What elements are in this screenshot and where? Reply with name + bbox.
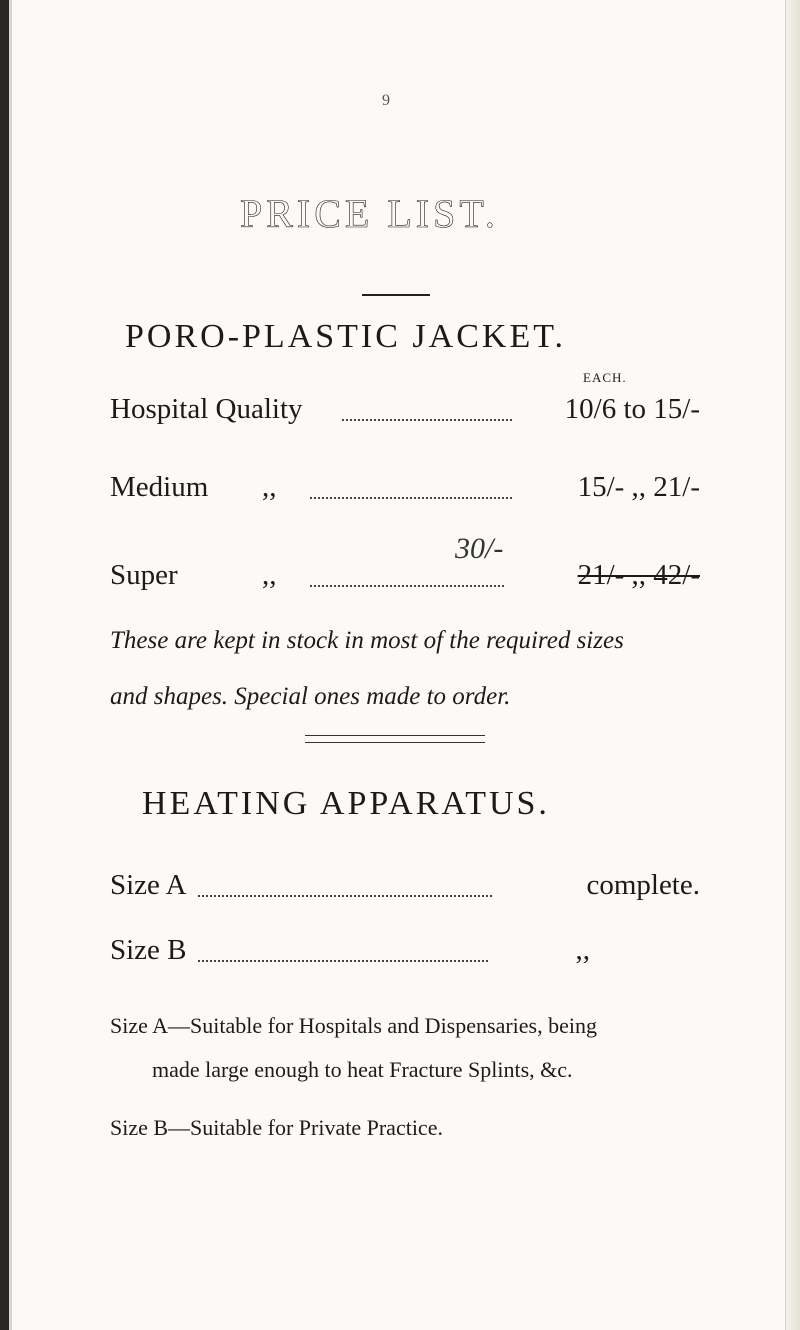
price-row-value: 10/6 to 15/- — [564, 393, 700, 425]
price-row-value: 21/- ,, 42/- — [577, 559, 700, 591]
leader-dots — [342, 409, 512, 421]
handwritten-correction: 30/- — [455, 532, 504, 565]
each-label: EACH. — [583, 370, 627, 385]
size-row-a — [110, 869, 700, 915]
size-a-description-line2: made large enough to heat Fracture Splints, &c. — [152, 1057, 573, 1082]
heating-heading: HEATING APPARATUS. — [142, 785, 550, 822]
page-title: PRICE LIST. — [240, 191, 499, 236]
ditto-mark: ,, — [262, 559, 277, 591]
price-row-name: Medium — [110, 471, 209, 503]
price-row-super — [110, 559, 700, 605]
page-binding-edge — [0, 0, 9, 1330]
ditto-mark: ,, — [262, 471, 277, 503]
page-binding-shadow — [9, 0, 12, 1330]
jacket-heading: PORO-PLASTIC JACKET. — [125, 318, 566, 355]
leader-dots — [310, 575, 504, 587]
size-a-description-line1: Size A—Suitable for Hospitals and Dispensaries, being — [110, 1013, 597, 1038]
leader-dots — [198, 885, 492, 897]
size-row-b — [110, 934, 700, 980]
price-row-medium — [110, 471, 700, 517]
section-divider — [305, 735, 485, 743]
page-number: 9 — [382, 92, 390, 109]
size-row-name: Size A — [110, 869, 187, 901]
price-row-name: Super — [110, 559, 178, 591]
size-row-value: ,, — [575, 934, 590, 966]
stock-note-line1: These are kept in stock in most of the required sizes — [110, 627, 624, 654]
page-right-edge — [785, 0, 800, 1330]
price-row-value: 15/- ,, 21/- — [577, 471, 700, 503]
title-divider — [362, 294, 430, 296]
price-row-hospital — [110, 393, 700, 439]
price-row-name: Hospital Quality — [110, 393, 303, 425]
leader-dots — [198, 950, 488, 962]
size-b-description: Size B—Suitable for Private Practice. — [110, 1115, 443, 1140]
stock-note-line2: and shapes. Special ones made to order. — [110, 683, 511, 710]
size-row-name: Size B — [110, 934, 187, 966]
size-row-value: complete. — [586, 869, 700, 901]
leader-dots — [310, 487, 512, 499]
